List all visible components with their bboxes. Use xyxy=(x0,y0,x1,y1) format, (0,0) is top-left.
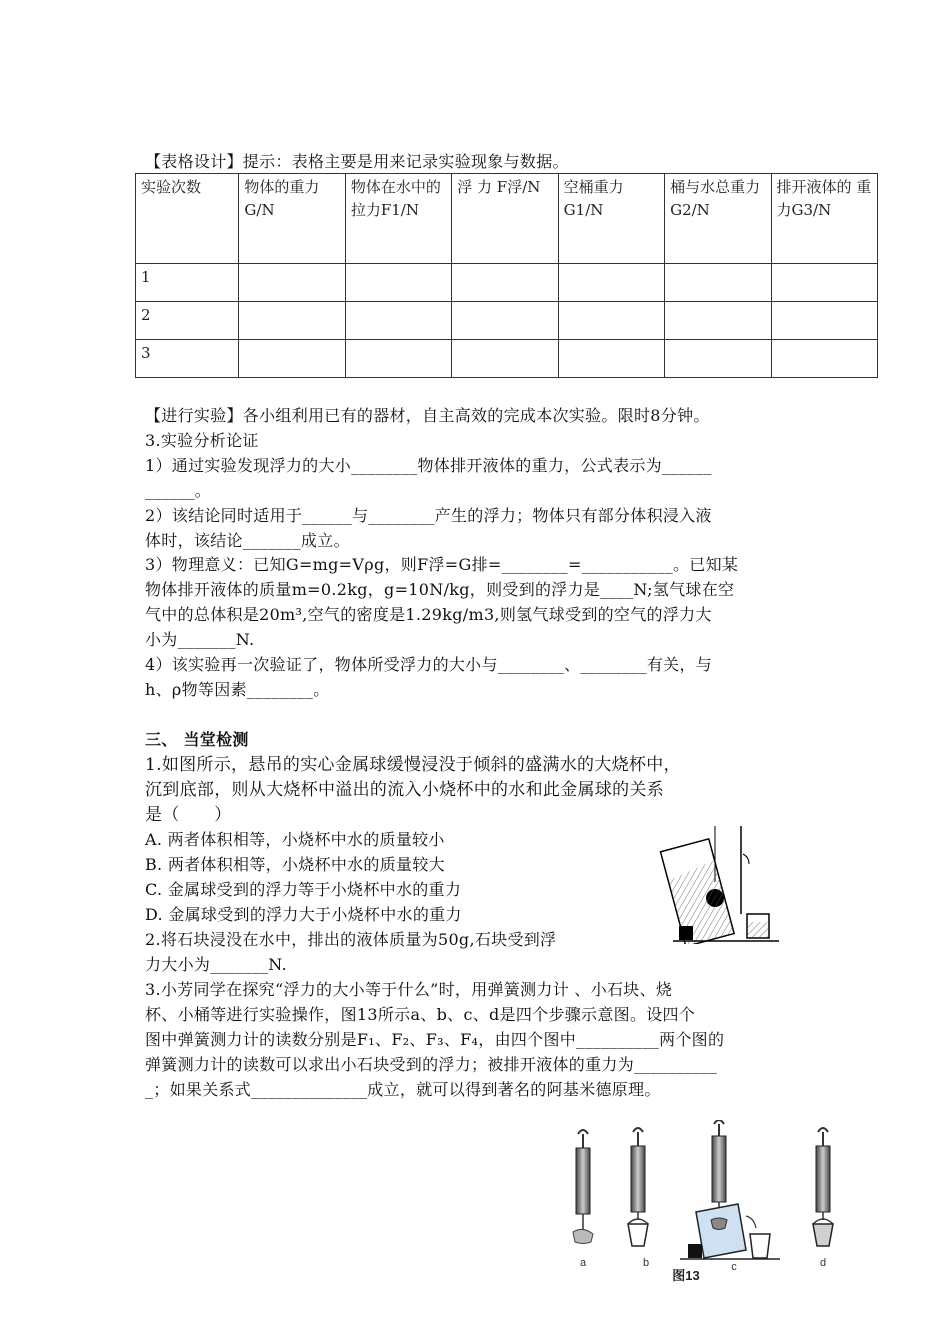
question-2-line: 力大小为_______N. xyxy=(145,955,287,974)
table-design-heading: 【表格设计】提示：表格主要是用来记录实验现象与数据。 xyxy=(145,152,569,171)
header-cell: 空桶重力G1/N xyxy=(558,174,664,264)
figure-label: c xyxy=(731,1261,737,1273)
question-1-line: 沉到底部，则从大烧杯中溢出的流入小烧杯中的水和此金属球的关系 xyxy=(145,780,664,800)
question-1-line: 1.如图所示，悬吊的实心金属球缓慢浸没于倾斜的盛满水的大烧杯中， xyxy=(145,755,681,775)
option-c: C. 金属球受到的浮力等于小烧杯中水的重力 xyxy=(145,880,462,899)
header-cell: 排开液体的 重 力G3/N xyxy=(771,174,877,264)
analysis-title: 3.实验分析论证 xyxy=(145,431,259,450)
question-3-line: 图中弹簧测力计的读数分别是F₁、F₂、F₃、F₄，由四个图中__________两个图的 xyxy=(145,1030,725,1049)
analysis-line: 体时，该结论_______成立。 xyxy=(145,531,350,550)
row-number: 2 xyxy=(136,302,239,340)
experiment-paragraph: 【进行实验】各小组利用已有的器材，自主高效的完成本次实验。限时8分钟。 xyxy=(145,406,710,425)
question-3-line: 3.小芳同学在探究“浮力的大小等于什么”时，用弹簧测力计 、小石块、烧 xyxy=(145,980,673,999)
option-a: A. 两者体积相等，小烧杯中水的质量较小 xyxy=(145,830,445,849)
row-number: 3 xyxy=(136,340,239,378)
data-table xyxy=(135,173,878,378)
table-row xyxy=(136,302,878,340)
beaker-figure xyxy=(655,822,785,944)
analysis-line: 1）通过实验发现浮力的大小________物体排开液体的重力，公式表示为______ xyxy=(145,456,712,475)
analysis-line: 4）该实验再一次验证了，物体所受浮力的大小与________、________有关，与 xyxy=(145,655,713,674)
header-cell: 物体在水中的拉力F1/N xyxy=(345,174,451,264)
question-2-line: 2.将石块浸没在水中，排出的液体质量为50g,石块受到浮 xyxy=(145,930,557,949)
question-3-line: 杯、小桶等进行实验操作，图13所示a、b、c、d是四个步骤示意图。设四个 xyxy=(145,1005,696,1024)
option-b: B. 两者体积相等，小烧杯中水的质量较大 xyxy=(145,855,445,874)
analysis-line: 气中的总体积是20m³,空气的密度是1.29kg/m3,则氢气球受到的空气的浮力大 xyxy=(145,605,712,624)
row-number: 1 xyxy=(136,264,239,302)
analysis-line: ______。 xyxy=(145,481,212,500)
spring-balance-icon xyxy=(628,1128,648,1246)
figure-label: b xyxy=(642,1257,650,1269)
analysis-line: 小为_______N. xyxy=(145,630,255,649)
header-cell: 桶与水总重力G2/N xyxy=(665,174,771,264)
header-cell: 实验次数 xyxy=(136,174,239,264)
option-d: D. 金属球受到的浮力大于小烧杯中水的重力 xyxy=(145,905,462,924)
analysis-line: 2）该结论同时适用于______与________产生的浮力；物体只有部分体积浸入液 xyxy=(145,506,712,525)
header-cell: 物体的重力G/N xyxy=(239,174,345,264)
analysis-line: h、ρ物等因素________。 xyxy=(145,680,330,699)
table-header-row xyxy=(136,174,878,264)
table-row xyxy=(136,264,878,302)
analysis-line: 3）物理意义：已知G=mg=Vρg，则F浮=G排=________=___________。已知某 xyxy=(145,555,739,574)
figure-label: a xyxy=(579,1257,587,1269)
spring-balance-icon xyxy=(680,1120,780,1259)
spring-balance-icon xyxy=(813,1128,833,1246)
header-cell: 浮 力 F浮/N xyxy=(452,174,558,264)
figure-13 xyxy=(556,1120,856,1290)
figure-label: d xyxy=(819,1257,827,1269)
section-title: 三、 当堂检测 xyxy=(145,730,249,749)
table-row xyxy=(136,340,878,378)
analysis-line: 物体排开液体的质量m=0.2kg，g=10N/kg，则受到的浮力是____N;氢气球在空 xyxy=(145,580,735,599)
spring-balance-icon xyxy=(573,1130,593,1244)
figure-caption: 图13 xyxy=(672,1268,700,1283)
question-1-line: 是（ ） xyxy=(145,805,232,825)
question-3-line: 弹簧测力计的读数可以求出小石块受到的浮力；被排开液体的重力为__________ xyxy=(145,1055,718,1074)
question-3-line: _；如果关系式______________成立，就可以得到著名的阿基米德原理。 xyxy=(145,1080,661,1099)
